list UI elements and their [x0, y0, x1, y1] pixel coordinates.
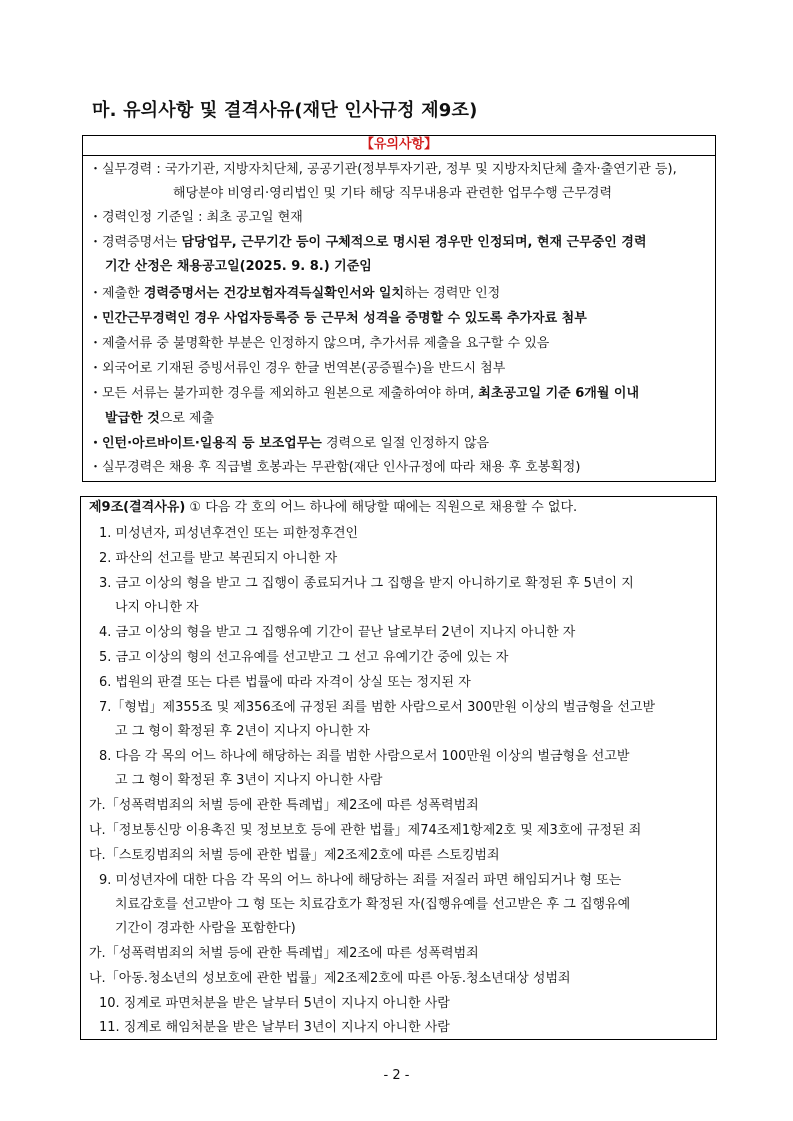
note-insurance-pre: ・제출한: [89, 286, 144, 301]
article-item-8-na: 나.「정보통신망 이용촉진 및 정보보호 등에 관한 법률」제74조제1항제2호 및 제3호에 규정된 죄: [89, 823, 642, 838]
note-private-career-bold: ・민간근무경력인 경우 사업자등록증 등 근무처 성격을 증명할 수 있도록 추가자료 첨부: [89, 311, 587, 326]
note-original-docs-cont-post: 으로 제출: [159, 411, 215, 426]
page-number: - 2 -: [383, 1068, 410, 1083]
note-intern: [89, 432, 709, 456]
article-heading-bold: 제9조(결격사유): [89, 500, 186, 515]
note-insurance-post: 하는 경력만 인정: [404, 286, 501, 301]
article-item-3-cont: 나지 아니한 자: [115, 600, 199, 615]
note-certificate-bold: 담당업무, 근무기간 등이 구체적으로 명시된 경우만 인정되며, 현재 근무중인 경력: [181, 235, 647, 250]
note-original-docs-pre: ・모든 서류는 불가피한 경우를 제외하고 원본으로 제출하여야 하며,: [89, 386, 479, 401]
article-item-8: 8. 다음 각 목의 어느 하나에 해당하는 죄를 범한 사람으로서 100만원 이상의 벌금형을 선고받: [99, 749, 630, 764]
note-certificate: [89, 231, 709, 255]
note-intern-bold: ・인턴·아르바이트·일용직 등 보조업무는: [89, 436, 322, 451]
disqualification-box: [80, 496, 717, 1040]
article-item-9: 9. 미성년자에 대한 다음 각 목의 어느 하나에 해당하는 죄를 저질러 파면 해임되거나 형 또는: [99, 873, 622, 888]
article-item-3: 3. 금고 이상의 형을 받고 그 집행이 종료되거나 그 집행을 받지 아니하기로 확정된 후 5년이 지: [99, 576, 634, 591]
notes-header: 【유의사항】: [83, 136, 715, 156]
page-title: 마. 유의사항 및 결격사유(재단 인사규정 제9조): [92, 100, 478, 121]
article-item-7: 7.「형법」제355조 및 제356조에 규정된 죄를 범한 사람으로서 300만원 이상의 벌금형을 선고받: [99, 700, 656, 715]
note-career: ・실무경력 : 국가기관, 지방자치단체, 공공기관(정부투자기관, 정부 및 지방자치단체 출자·출연기관 등),: [89, 162, 677, 177]
note-private-career: [89, 307, 709, 331]
note-unclear-docs: ・제출서류 중 불명확한 부분은 인정하지 않으며, 추가서류 제출을 요구할 수 있음: [89, 336, 550, 351]
note-foreign-docs: ・외국어로 기재된 증빙서류인 경우 한글 번역본(공증필수)을 반드시 첨부: [89, 361, 506, 376]
article-item-4: 4. 금고 이상의 형을 받고 그 집행유예 기간이 끝난 날로부터 2년이 지나지 아니한 자: [99, 625, 576, 640]
note-insurance-bold: 경력증명서는 건강보험자격득실확인서와 일치: [143, 286, 405, 301]
article-heading-text: ① 다음 각 호의 어느 하나에 해당할 때에는 직원으로 채용할 수 없다.: [185, 500, 578, 515]
note-base-date: ・경력인정 기준일 : 최초 공고일 현재: [89, 210, 303, 225]
note-insurance: [89, 282, 709, 306]
article-item-9-na: 나.「아동.청소년의 성보호에 관한 법률」제2조제2호에 따른 아동.청소년대상 성범죄: [89, 971, 571, 986]
note-career-cont: 해당분야 비영리·영리법인 및 기타 해당 직무내용과 관련한 업무수행 근무경력: [173, 186, 613, 201]
article-item-11: 11. 징계로 해임처분을 받은 날부터 3년이 지나지 아니한 사람: [99, 1020, 450, 1035]
article-item-9-cont: 치료감호를 선고받아 그 형 또는 치료감호가 확정된 자(집행유예를 선고받은 후 그 집행유예: [115, 897, 631, 912]
article-item-6: 6. 법원의 판결 또는 다른 법률에 따라 자격이 상실 또는 정지된 자: [99, 675, 471, 690]
note-intern-post: 경력으로 일절 인정하지 않음: [321, 436, 490, 451]
article-item-10: 10. 징계로 파면처분을 받은 날부터 5년이 지나지 아니한 사람: [99, 996, 450, 1011]
notes-box: [82, 135, 716, 482]
note-original-docs-cont: [105, 407, 709, 431]
note-salary-grade: ・실무경력은 채용 후 직급별 호봉과는 무관함(재단 인사규정에 따라 채용 후 호봉획정): [89, 460, 581, 475]
article-item-9-ga: 가.「성폭력범죄의 처벌 등에 관한 특례법」제2조에 따른 성폭력범죄: [89, 946, 479, 961]
article-item-8-cont: 고 그 형이 확정된 후 3년이 지나지 아니한 사람: [115, 773, 383, 788]
article-item-7-cont: 고 그 형이 확정된 후 2년이 지나지 아니한 자: [115, 724, 370, 739]
article-item-8-ga: 가.「성폭력범죄의 처벌 등에 관한 특례법」제2조에 따른 성폭력범죄: [89, 798, 479, 813]
article-item-5: 5. 금고 이상의 형의 선고유예를 선고받고 그 선고 유예기간 중에 있는 자: [99, 650, 509, 665]
article-heading: [89, 496, 577, 520]
note-certificate-cont: [105, 255, 709, 279]
note-original-docs: [89, 382, 709, 406]
article-item-8-da: 다.「스토킹범죄의 처벌 등에 관한 법률」제2조제2호에 따른 스토킹범죄: [89, 848, 500, 863]
note-original-docs-cont-bold: 발급한 것: [105, 411, 160, 426]
article-item-9-cont2: 기간이 경과한 사람을 포함한다): [115, 921, 296, 936]
note-original-docs-bold: 최초공고일 기준 6개월 이내: [478, 386, 640, 401]
article-item-1: 1. 미성년자, 피성년후견인 또는 피한정후견인: [99, 526, 359, 541]
note-certificate-cont-bold: 기간 산정은 채용공고일(2025. 9. 8.) 기준임: [105, 259, 372, 274]
note-certificate-pre: ・경력증명서는: [89, 235, 182, 250]
article-item-2: 2. 파산의 선고를 받고 복권되지 아니한 자: [99, 551, 338, 566]
